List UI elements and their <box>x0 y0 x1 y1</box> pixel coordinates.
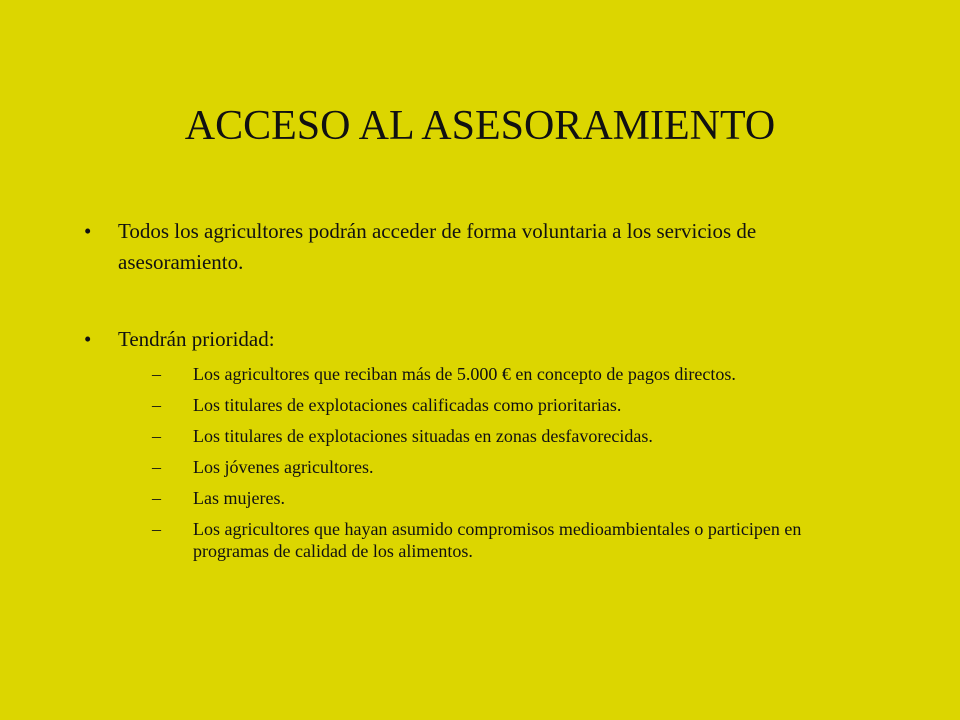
dash-icon: – <box>152 364 161 384</box>
bullet-icon: • <box>84 219 92 243</box>
bullet-item <box>84 216 864 278</box>
sub-bullet-item <box>152 518 864 562</box>
dash-icon: – <box>152 488 161 508</box>
dash-icon: – <box>152 457 161 477</box>
bullet-text: Todos los agricultores podrán acceder de forma voluntaria a los servicios de asesoramiento. <box>118 219 757 274</box>
sub-bullet-text: Los agricultores que hayan asumido compromisos medioambientales o participen en programas de calidad de los alimentos. <box>193 519 802 561</box>
sub-bullet-text: Los agricultores que reciban más de 5.000 € en concepto de pagos directos. <box>193 364 736 384</box>
sub-bullet-text: Las mujeres. <box>193 488 285 508</box>
sub-bullet-item <box>152 456 864 478</box>
sub-bullet-item <box>152 487 864 509</box>
bullet-item <box>84 324 864 562</box>
bullet-icon: • <box>84 327 92 351</box>
dash-icon: – <box>152 426 161 446</box>
dash-icon: – <box>152 395 161 415</box>
sub-bullet-text: Los titulares de explotaciones calificadas como prioritarias. <box>193 395 622 415</box>
sub-bullet-item <box>152 363 864 385</box>
slide-title: ACCESO AL ASESORAMIENTO <box>184 103 776 149</box>
sub-bullet-item <box>152 394 864 416</box>
sub-bullet-text: Los titulares de explotaciones situadas en zonas desfavorecidas. <box>193 426 653 446</box>
bullet-text: Tendrán prioridad: <box>118 327 275 351</box>
dash-icon: – <box>152 519 161 539</box>
bullet-list <box>84 216 864 562</box>
sub-bullet-item <box>152 425 864 447</box>
sub-bullet-text: Los jóvenes agricultores. <box>193 457 374 477</box>
sub-bullet-list <box>118 363 864 562</box>
